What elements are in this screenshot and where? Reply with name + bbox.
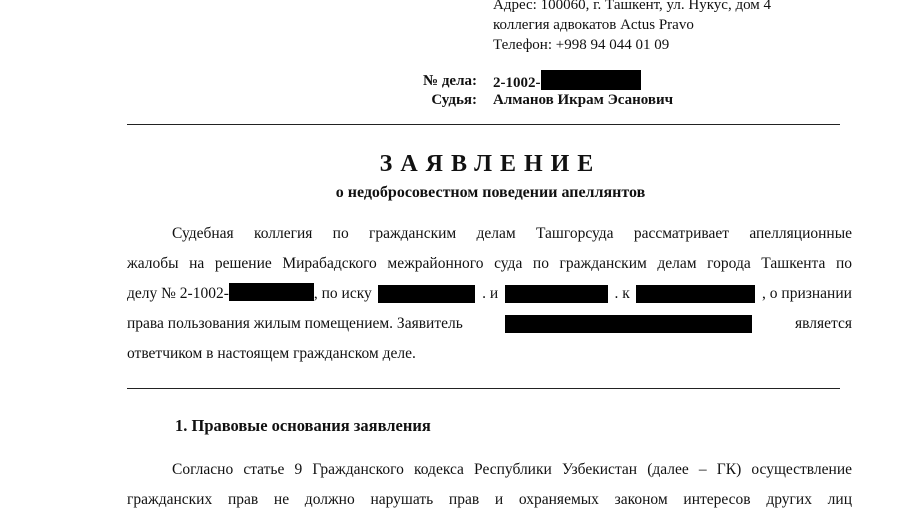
intro-line-3-part-a: делу № 2-1002- , по иску <box>127 285 372 302</box>
case-number-value: 2-1002- <box>493 75 541 91</box>
redaction-bar <box>229 283 314 301</box>
section-1-heading: 1. Правовые основания заявления <box>175 416 431 435</box>
section-1-line-2: гражданских прав не должно нарушать прав и охраняемых законом интересов других лиц <box>127 491 852 508</box>
intro-line-1: Судебная коллегия по гражданским делам Ташгорсуда рассматривает апелляционные <box>172 225 852 242</box>
intro-line-4-part-a: права пользования жилым помещением. Заявитель <box>127 315 463 332</box>
intro-paragraph <box>127 219 852 369</box>
intro-line-3-part-e: , о признании <box>762 285 852 302</box>
intro-line-3-part-c: . и <box>482 285 499 302</box>
intro-line-4 <box>127 309 852 339</box>
intro-line-3-part-d: . к <box>614 285 630 302</box>
section-1-paragraph <box>127 455 852 515</box>
divider-middle <box>127 388 840 389</box>
redaction-bar <box>378 285 475 303</box>
judge-name: Алманов Икрам Эсанович <box>493 92 674 108</box>
intro-line-3 <box>127 279 852 309</box>
section-1-line-1: Согласно статье 9 Гражданского кодекса Республики Узбекистан (далее – ГК) осуществление <box>172 461 852 478</box>
intro-line-4-part-b: является <box>795 315 852 332</box>
redaction-bar <box>636 285 755 303</box>
document-title: ЗАЯВЛЕНИЕ <box>379 151 602 177</box>
redaction-bar <box>541 70 641 90</box>
intro-line-5: ответчиком в настоящем гражданском деле. <box>127 345 416 362</box>
redaction-bar <box>505 285 608 303</box>
phone-line: Телефон: +998 94 044 01 09 <box>493 37 670 53</box>
case-label: № дела: <box>423 73 477 89</box>
org-line: коллегия адвокатов Actus Pravo <box>493 17 694 33</box>
document-subtitle: о недобросовестном поведении апеллянтов <box>335 184 646 201</box>
address-line: Адрес: 100060, г. Ташкент, ул. Нукус, дом 4 <box>493 0 772 13</box>
redaction-bar <box>505 315 752 333</box>
intro-line-2: жалобы на решение Мирабадского межрайонного суда по гражданским делам города Ташкента по <box>127 255 852 272</box>
judge-label: Судья: <box>431 92 477 108</box>
divider-top <box>127 124 840 125</box>
